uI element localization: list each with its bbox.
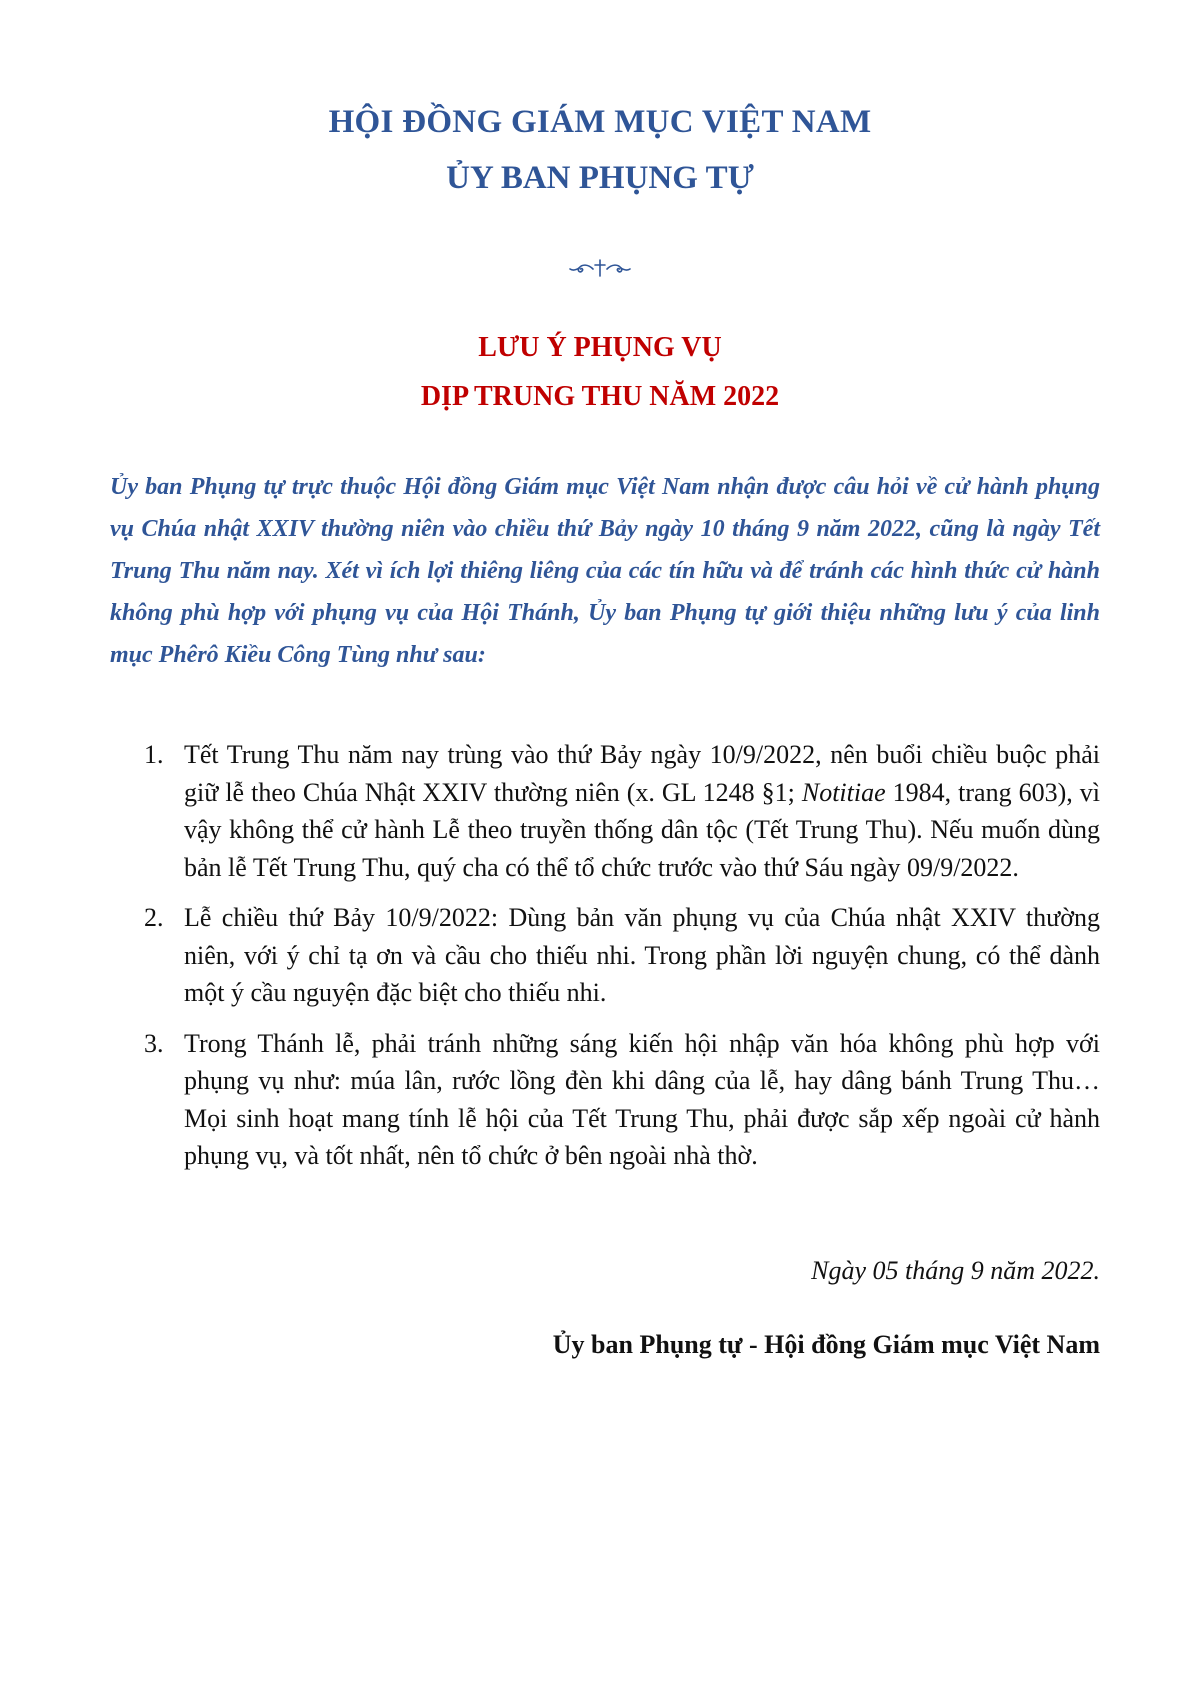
list-item-text: Tết Trung Thu năm nay trùng vào thứ Bảy ngày 10/9/2022, nên buổi chiều buộc phải giữ lễ theo Chúa Nhật XXIV thường niên (x. GL 1248 §1; bbox=[184, 740, 1100, 807]
list-item bbox=[110, 736, 1100, 886]
list-item-number: 2. bbox=[144, 903, 164, 932]
document-title: LƯU Ý PHỤNG VỤ bbox=[478, 332, 722, 363]
intro-paragraph: Ủy ban Phụng tự trực thuộc Hội đồng Giám mục Việt Nam nhận được câu hỏi về cử hành phụng vụ Chúa nhật XXIV thường niên vào chiều thứ Bảy ngày 10 tháng 9 năm 2022, cũng là ngày Tết Trung Thu năm nay. Xét vì ích lợi thiêng liêng của các tín hữu và để tránh các hình thức cử hành không phù hợp với phụng vụ của Hội Thánh, Ủy ban Phụng tự giới thiệu những lưu ý của linh mục Phêrô Kiều Công Tùng như sau: bbox=[110, 474, 1100, 668]
list-item bbox=[110, 1025, 1100, 1175]
document-date: Ngày 05 tháng 9 năm 2022. bbox=[811, 1256, 1100, 1285]
list-item-number: 1. bbox=[144, 740, 164, 769]
ornament-divider bbox=[0, 258, 1200, 283]
list-item-text: Trong Thánh lễ, phải tránh những sáng kiến hội nhập văn hóa không phù hợp với phụng vụ như: múa lân, rước lồng đèn khi dâng của lễ, hay dâng bánh Trung Thu… Mọi sinh hoạt mang tính lễ hội của Tết Trung Thu, phải được sắp xếp ngoài cử hành phụng vụ, và tốt nhất, nên tổ chức ở bên ngoài nhà thờ. bbox=[184, 1028, 1100, 1170]
signature-line: Ủy ban Phụng tự - Hội đồng Giám mục Việt Nam bbox=[552, 1330, 1100, 1359]
list-item bbox=[110, 899, 1100, 1012]
document-subtitle: DỊP TRUNG THU NĂM 2022 bbox=[420, 381, 780, 412]
committee-heading: ỦY BAN PHỤNG TỰ bbox=[446, 160, 754, 196]
cross-flourish-icon bbox=[568, 258, 632, 278]
list-item-text: Lễ chiều thứ Bảy 10/9/2022: Dùng bản văn phụng vụ của Chúa nhật XXIV thường niên, với ý chỉ tạ ơn và cầu cho thiếu nhi. Trong phần lời nguyện chung, có thể dành một ý cầu nguyện đặc biệt cho thiếu nhi. bbox=[184, 903, 1100, 1007]
list-item-emphasis: Notitiae bbox=[801, 777, 886, 807]
organization-heading: HỘI ĐỒNG GIÁM MỤC VIỆT NAM bbox=[328, 104, 872, 140]
list-item-text: 1984, trang 603), vì vậy không thể cử hành Lễ theo truyền thống dân tộc (Tết Trung Thu). Nếu muốn dùng bản lễ Tết Trung Thu, quý cha có thể tổ chức trước vào thứ Sáu ngày 09/9/2022. bbox=[184, 777, 1100, 882]
points-list bbox=[110, 736, 1100, 1188]
list-item-number: 3. bbox=[144, 1028, 164, 1058]
